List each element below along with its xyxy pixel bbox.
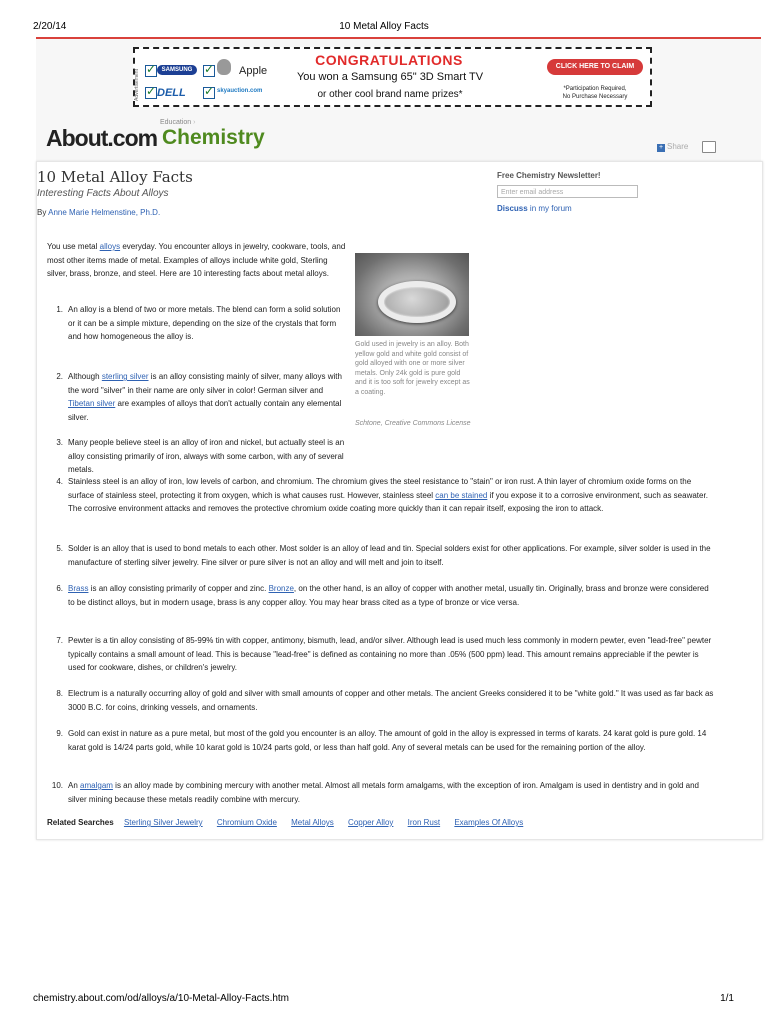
apple-icon [217, 59, 231, 75]
ad-headline: CONGRATULATIONS [315, 52, 463, 68]
ad-fine-print: *Participation Required, No Purchase Necessary [562, 86, 628, 100]
checkbox-icon [145, 65, 157, 77]
samsung-logo: SAMSUNG [157, 65, 197, 75]
checkbox-icon [203, 65, 215, 77]
related-link[interactable]: Copper Alloy [348, 818, 394, 827]
related-searches-label: Related Searches [47, 818, 114, 827]
amalgam-link[interactable]: amalgam [80, 781, 113, 790]
related-link[interactable]: Iron Rust [407, 818, 441, 827]
article-subtitle: Interesting Facts About Alloys [37, 188, 169, 199]
plus-icon: + [658, 144, 664, 151]
related-link[interactable]: Sterling Silver Jewelry [123, 818, 203, 827]
ad-line-1: You won a Samsung 65" 3D Smart TV [296, 71, 484, 83]
skyauction-logo: skyauction.com [217, 88, 263, 94]
sterling-silver-link[interactable]: sterling silver [101, 372, 149, 381]
email-input[interactable]: Enter email address [497, 185, 638, 198]
photo-caption: Gold used in jewelry is an alloy. Both yellow gold and white gold consist of gold alloyed with one or more silver metals. Only 24k gold is pure gold and it is too soft for jewelry except as a coating. [355, 341, 470, 396]
checkbox-icon [145, 87, 157, 99]
apple-label: Apple [239, 65, 268, 77]
about-logo[interactable]: About.com [46, 125, 158, 151]
related-link[interactable]: Metal Alloys [291, 818, 334, 827]
ad-line-2: or other cool brand name prizes* [317, 89, 463, 100]
ad-banner[interactable] [133, 47, 652, 107]
share-button[interactable]: + Share [658, 142, 689, 151]
print-date: 2/20/14 [33, 21, 67, 32]
newsletter-title: Free Chemistry Newsletter! [497, 171, 601, 180]
claim-button[interactable]: CLICK HERE TO CLAIM [547, 59, 643, 75]
gold-ring-photo [355, 253, 469, 336]
chemistry-logo[interactable]: Chemistry [162, 126, 265, 149]
top-red-bar [36, 37, 761, 39]
dell-logo: DELL [157, 87, 186, 99]
breadcrumb-education[interactable]: Education › [160, 119, 196, 126]
ring-image [378, 281, 456, 323]
discuss-link[interactable]: Discuss in my forum [497, 204, 572, 213]
print-icon[interactable] [702, 141, 716, 153]
related-link[interactable]: Examples Of Alloys [454, 818, 524, 827]
checkbox-icon [203, 87, 215, 99]
print-page-number: 1/1 [720, 993, 734, 1004]
byline: By Anne Marie Helmenstine, Ph.D. [37, 208, 161, 217]
related-link[interactable]: Chromium Oxide [216, 818, 277, 827]
print-title: 10 Metal Alloy Facts [339, 21, 429, 32]
author-link[interactable]: Anne Marie Helmenstine, Ph.D. [48, 208, 161, 217]
bronze-link[interactable]: Bronze [268, 584, 294, 593]
intro-paragraph: You use metal alloys everyday. You encounter alloys in jewelry, cookware, tools, and most other items made of metal. Examples of alloys include white gold, Sterling silver, brass, bronze, and steel. Here are 10 interesting facts about metal alloys. [47, 242, 346, 278]
tibetan-silver-link[interactable]: Tibetan silver [68, 399, 116, 408]
ad-label: Advertisement [134, 69, 140, 101]
print-url: chemistry.about.com/od/alloys/a/10-Metal-Alloy-Facts.htm [33, 993, 290, 1004]
related-searches [47, 818, 535, 827]
brass-link[interactable]: Brass [68, 584, 89, 593]
photo-credit: Schtone, Creative Commons License [355, 420, 471, 427]
can-be-stained-link[interactable]: can be stained [435, 490, 488, 500]
article-title: 10 Metal Alloy Facts [37, 168, 193, 186]
alloys-link[interactable]: alloys [99, 242, 121, 251]
